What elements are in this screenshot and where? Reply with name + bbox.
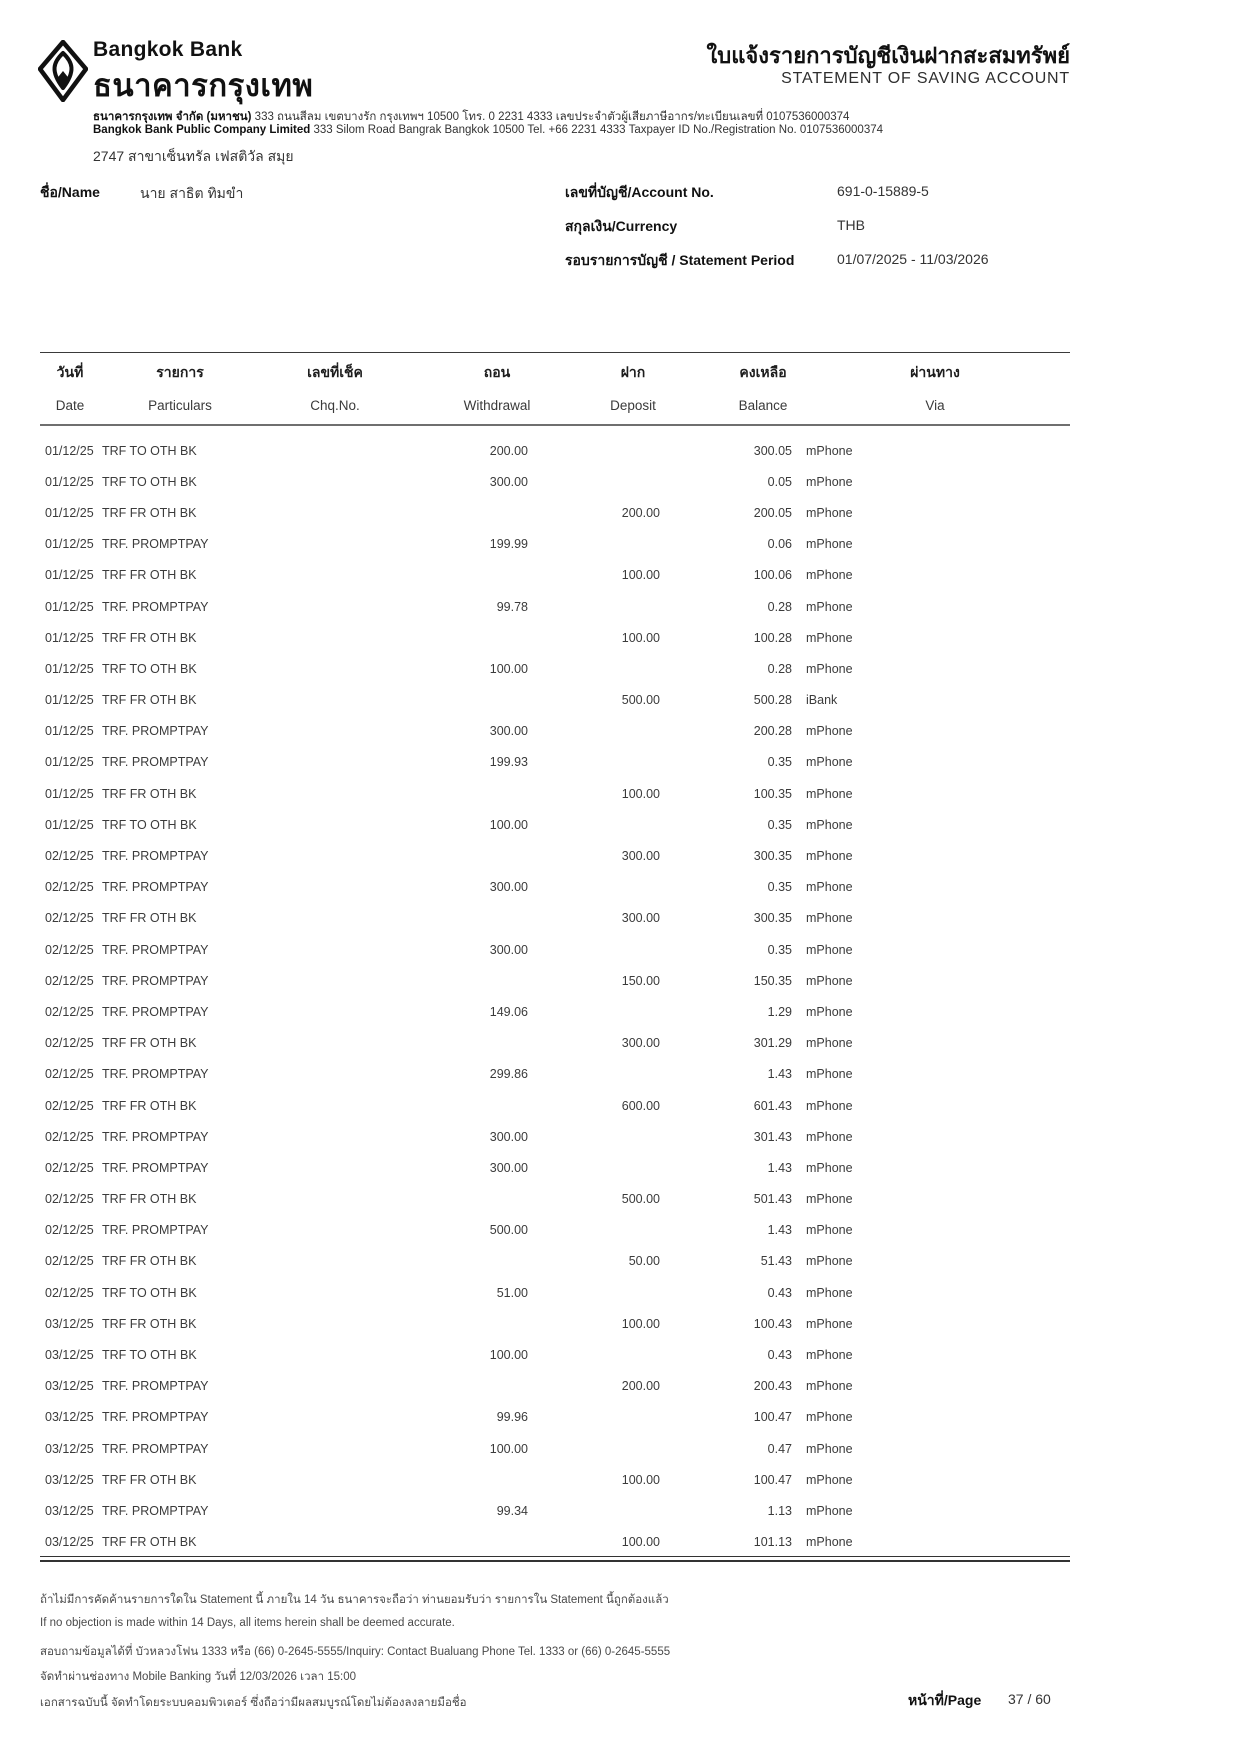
- table-top-rule: [40, 352, 1070, 353]
- cell-date: 02/12/25: [45, 1223, 94, 1238]
- cell-deposit: 200.00: [621, 1379, 660, 1394]
- cell-balance: 0.47: [767, 1441, 792, 1456]
- cell-via: mPhone: [806, 474, 853, 489]
- table-row: [40, 1402, 1070, 1433]
- cell-date: 03/12/25: [45, 1472, 94, 1487]
- table-row: [40, 747, 1070, 778]
- cell-particulars: TRF TO OTH BK: [102, 443, 197, 458]
- cell-balance: 0.28: [767, 661, 792, 676]
- cell-date: 01/12/25: [45, 661, 94, 676]
- cell-balance: 0.06: [767, 537, 792, 552]
- col-header-via-th: ผ่านทาง: [910, 364, 960, 380]
- footer-generated-via: จัดทำผ่านช่องทาง Mobile Banking วันที่ 12/03/2026 เวลา 15:00: [40, 1671, 357, 1683]
- cell-particulars: TRF FR OTH BK: [102, 786, 197, 801]
- table-row: [40, 965, 1070, 996]
- cell-balance: 100.47: [753, 1472, 792, 1487]
- cell-particulars: TRF. PROMPTPAY: [102, 1160, 209, 1175]
- cell-via: mPhone: [806, 724, 853, 739]
- cell-date: 01/12/25: [45, 599, 94, 614]
- table-row: [40, 1121, 1070, 1152]
- cell-particulars: TRF FR OTH BK: [102, 505, 197, 520]
- cell-balance: 0.35: [767, 817, 792, 832]
- cell-date: 02/12/25: [45, 1285, 94, 1300]
- cell-via: mPhone: [806, 1348, 853, 1363]
- name-value: นาย สาธิต ทิมขำ: [140, 185, 244, 201]
- cell-date: 03/12/25: [45, 1348, 94, 1363]
- cell-particulars: TRF FR OTH BK: [102, 693, 197, 708]
- cell-via: mPhone: [806, 1004, 853, 1019]
- cell-withdrawal: 100.00: [489, 1441, 528, 1456]
- footer-computer-generated-note: เอกสารฉบับนี้ จัดทำโดยระบบคอมพิวเตอร์ ซึ่งถือว่ามีผลสมบูรณ์โดยไม่ต้องลงลายมือชื่อ: [40, 1697, 467, 1709]
- cell-deposit: 100.00: [621, 568, 660, 583]
- cell-particulars: TRF. PROMPTPAY: [102, 1067, 209, 1082]
- bank-address-en-text: 333 Silom Road Bangrak Bangkok 10500 Tel. +66 2231 4333 Taxpayer ID No./Registration No. 0107536000374: [310, 124, 884, 136]
- cell-balance: 301.43: [753, 1129, 792, 1144]
- table-header-rule: [40, 424, 1070, 426]
- table-row: [40, 840, 1070, 871]
- cell-particulars: TRF. PROMPTPAY: [102, 849, 209, 864]
- cell-particulars: TRF. PROMPTPAY: [102, 973, 209, 988]
- cell-particulars: TRF TO OTH BK: [102, 661, 197, 676]
- cell-particulars: TRF FR OTH BK: [102, 1036, 197, 1051]
- cell-deposit: 150.00: [621, 973, 660, 988]
- cell-particulars: TRF. PROMPTPAY: [102, 537, 209, 552]
- col-header-deposit-en: Deposit: [610, 398, 656, 413]
- cell-via: mPhone: [806, 1036, 853, 1051]
- cell-via: mPhone: [806, 1285, 853, 1300]
- table-row: [40, 778, 1070, 809]
- table-row: [40, 591, 1070, 622]
- cell-particulars: TRF. PROMPTPAY: [102, 880, 209, 895]
- table-row: [40, 872, 1070, 903]
- cell-date: 03/12/25: [45, 1410, 94, 1425]
- table-row: [40, 497, 1070, 528]
- cell-balance: 500.28: [753, 693, 792, 708]
- cell-balance: 0.05: [767, 474, 792, 489]
- bank-legal-name-th: ธนาคารกรุงเทพ จำกัด (มหาชน): [93, 111, 252, 123]
- cell-via: mPhone: [806, 880, 853, 895]
- cell-date: 02/12/25: [45, 1129, 94, 1144]
- cell-balance: 501.43: [753, 1192, 792, 1207]
- cell-balance: 100.43: [753, 1316, 792, 1331]
- col-header-withdrawal-en: Withdrawal: [463, 398, 531, 413]
- cell-date: 02/12/25: [45, 1067, 94, 1082]
- statement-period-label: รอบรายการบัญชี / Statement Period: [565, 252, 795, 268]
- cell-balance: 150.35: [753, 973, 792, 988]
- table-row: [40, 1433, 1070, 1464]
- cell-via: mPhone: [806, 443, 853, 458]
- cell-withdrawal: 100.00: [489, 817, 528, 832]
- cell-withdrawal: 500.00: [489, 1223, 528, 1238]
- account-no-label: เลขที่บัญชี/Account No.: [565, 184, 714, 200]
- cell-via: mPhone: [806, 1503, 853, 1518]
- cell-via: mPhone: [806, 942, 853, 957]
- cell-date: 02/12/25: [45, 973, 94, 988]
- cell-particulars: TRF. PROMPTPAY: [102, 1410, 209, 1425]
- cell-particulars: TRF TO OTH BK: [102, 1348, 197, 1363]
- branch-name: 2747 สาขาเซ็นทรัล เฟสติวัล สมุย: [93, 148, 294, 164]
- cell-balance: 601.43: [753, 1098, 792, 1113]
- cell-withdrawal: 99.34: [496, 1503, 528, 1518]
- cell-deposit: 300.00: [621, 1036, 660, 1051]
- cell-balance: 200.05: [753, 505, 792, 520]
- cell-via: mPhone: [806, 755, 853, 770]
- table-row: [40, 685, 1070, 716]
- cell-via: mPhone: [806, 1129, 853, 1144]
- table-row: [40, 435, 1070, 466]
- cell-balance: 100.28: [753, 630, 792, 645]
- cell-particulars: TRF FR OTH BK: [102, 1472, 197, 1487]
- col-header-balance-th: คงเหลือ: [739, 364, 787, 380]
- cell-particulars: TRF FR OTH BK: [102, 630, 197, 645]
- cell-withdrawal: 149.06: [489, 1004, 528, 1019]
- bank-address-en: [93, 124, 883, 136]
- cell-via: mPhone: [806, 630, 853, 645]
- cell-deposit: 100.00: [621, 786, 660, 801]
- cell-withdrawal: 300.00: [489, 474, 528, 489]
- statement-period-value: 01/07/2025 - 11/03/2026: [837, 251, 989, 267]
- cell-balance: 200.43: [753, 1379, 792, 1394]
- cell-via: mPhone: [806, 973, 853, 988]
- table-row: [40, 1308, 1070, 1339]
- table-row: [40, 622, 1070, 653]
- cell-via: mPhone: [806, 505, 853, 520]
- cell-via: mPhone: [806, 1410, 853, 1425]
- cell-particulars: TRF FR OTH BK: [102, 1098, 197, 1113]
- page-number-value: 37 / 60: [1008, 1691, 1051, 1707]
- table-row: [40, 1028, 1070, 1059]
- currency-value: THB: [837, 217, 865, 233]
- cell-via: mPhone: [806, 1192, 853, 1207]
- table-row: [40, 653, 1070, 684]
- cell-date: 01/12/25: [45, 630, 94, 645]
- cell-balance: 101.13: [753, 1535, 792, 1550]
- col-header-balance-en: Balance: [738, 398, 788, 413]
- footer-disclaimer-en: If no objection is made within 14 Days, all items herein shall be deemed accurate.: [40, 1617, 455, 1629]
- cell-withdrawal: 99.96: [496, 1410, 528, 1425]
- cell-via: mPhone: [806, 1160, 853, 1175]
- cell-date: 02/12/25: [45, 849, 94, 864]
- cell-date: 03/12/25: [45, 1503, 94, 1518]
- cell-via: mPhone: [806, 1472, 853, 1487]
- document-title-th: ใบแจ้งรายการบัญชีเงินฝากสะสมทรัพย์: [706, 43, 1070, 68]
- transactions-body: [40, 435, 1070, 1558]
- cell-balance: 0.28: [767, 599, 792, 614]
- table-row: [40, 1495, 1070, 1526]
- cell-date: 02/12/25: [45, 1254, 94, 1269]
- cell-balance: 100.35: [753, 786, 792, 801]
- cell-withdrawal: 300.00: [489, 1160, 528, 1175]
- cell-date: 02/12/25: [45, 1004, 94, 1019]
- cell-via: mPhone: [806, 1316, 853, 1331]
- footer-disclaimer-th: ถ้าไม่มีการคัดค้านรายการใดใน Statement นี้ ภายใน 14 วัน ธนาคารจะถือว่า ท่านยอมรับว่า รายการใน Statement นี้ถูกต้องแล้ว: [40, 1594, 669, 1606]
- cell-date: 02/12/25: [45, 1036, 94, 1051]
- cell-balance: 51.43: [760, 1254, 792, 1269]
- cell-withdrawal: 300.00: [489, 942, 528, 957]
- cell-deposit: 100.00: [621, 630, 660, 645]
- currency-label: สกุลเงิน/Currency: [565, 218, 678, 234]
- table-row: [40, 996, 1070, 1027]
- table-row: [40, 1184, 1070, 1215]
- cell-date: 03/12/25: [45, 1379, 94, 1394]
- cell-date: 02/12/25: [45, 1160, 94, 1175]
- cell-date: 03/12/25: [45, 1441, 94, 1456]
- cell-withdrawal: 99.78: [496, 599, 528, 614]
- cell-particulars: TRF FR OTH BK: [102, 1254, 197, 1269]
- cell-particulars: TRF. PROMPTPAY: [102, 724, 209, 739]
- footer-inquiry: สอบถามข้อมูลได้ที่ บัวหลวงโฟน 1333 หรือ (66) 0-2645-5555/Inquiry: Contact Bualuang Phone Tel. 1333 or (66) 0-2645-5555: [40, 1646, 671, 1658]
- cell-deposit: 300.00: [621, 911, 660, 926]
- document-title-en: STATEMENT OF SAVING ACCOUNT: [781, 70, 1070, 87]
- cell-balance: 1.43: [767, 1223, 792, 1238]
- cell-deposit: 50.00: [628, 1254, 660, 1269]
- cell-via: mPhone: [806, 849, 853, 864]
- cell-via: mPhone: [806, 1254, 853, 1269]
- cell-date: 02/12/25: [45, 942, 94, 957]
- cell-via: mPhone: [806, 1535, 853, 1550]
- cell-particulars: TRF. PROMPTPAY: [102, 1223, 209, 1238]
- table-row: [40, 1339, 1070, 1370]
- cell-balance: 300.35: [753, 849, 792, 864]
- cell-withdrawal: 300.00: [489, 724, 528, 739]
- table-row: [40, 1246, 1070, 1277]
- cell-date: 02/12/25: [45, 911, 94, 926]
- cell-date: 01/12/25: [45, 537, 94, 552]
- cell-via: mPhone: [806, 599, 853, 614]
- table-row: [40, 1277, 1070, 1308]
- cell-particulars: TRF. PROMPTPAY: [102, 1441, 209, 1456]
- col-header-particulars-th: รายการ: [156, 364, 204, 380]
- cell-deposit: 600.00: [621, 1098, 660, 1113]
- cell-deposit: 500.00: [621, 693, 660, 708]
- cell-via: mPhone: [806, 1223, 853, 1238]
- page-number-label: หน้าที่/Page: [908, 1692, 982, 1708]
- cell-particulars: TRF TO OTH BK: [102, 474, 197, 489]
- cell-date: 01/12/25: [45, 786, 94, 801]
- cell-date: 03/12/25: [45, 1316, 94, 1331]
- cell-balance: 0.43: [767, 1348, 792, 1363]
- cell-particulars: TRF. PROMPTPAY: [102, 942, 209, 957]
- col-header-withdrawal-th: ถอน: [483, 364, 511, 380]
- cell-balance: 301.29: [753, 1036, 792, 1051]
- table-row: [40, 1464, 1070, 1495]
- cell-balance: 1.43: [767, 1067, 792, 1082]
- bank-name-th: ธนาคารกรุงเทพ: [93, 68, 314, 103]
- cell-particulars: TRF. PROMPTPAY: [102, 1004, 209, 1019]
- cell-balance: 100.47: [753, 1410, 792, 1425]
- col-header-particulars-en: Particulars: [148, 398, 212, 413]
- cell-withdrawal: 300.00: [489, 1129, 528, 1144]
- cell-withdrawal: 51.00: [496, 1285, 528, 1300]
- cell-withdrawal: 199.99: [489, 537, 528, 552]
- bank-address-th-text: 333 ถนนสีลม เขตบางรัก กรุงเทพฯ 10500 โทร. 0 2231 4333 เลขประจำตัวผู้เสียภาษีอากร/ทะเบียนเลขที่ 0107536000374: [251, 111, 850, 123]
- cell-date: 01/12/25: [45, 568, 94, 583]
- cell-balance: 200.28: [753, 724, 792, 739]
- col-header-date-en: Date: [55, 398, 85, 413]
- cell-via: mPhone: [806, 786, 853, 801]
- cell-particulars: TRF. PROMPTPAY: [102, 755, 209, 770]
- cell-date: 02/12/25: [45, 1192, 94, 1207]
- table-row: [40, 529, 1070, 560]
- name-label: ชื่อ/Name: [40, 184, 100, 200]
- cell-date: 03/12/25: [45, 1535, 94, 1550]
- table-row: [40, 1371, 1070, 1402]
- col-header-deposit-th: ฝาก: [620, 364, 646, 380]
- cell-particulars: TRF FR OTH BK: [102, 911, 197, 926]
- cell-balance: 0.35: [767, 880, 792, 895]
- cell-date: 01/12/25: [45, 474, 94, 489]
- cell-date: 01/12/25: [45, 817, 94, 832]
- cell-via: mPhone: [806, 568, 853, 583]
- bank-name-en: Bangkok Bank: [93, 38, 243, 61]
- cell-particulars: TRF. PROMPTPAY: [102, 1503, 209, 1518]
- account-no-value: 691-0-15889-5: [837, 183, 929, 199]
- table-row: [40, 903, 1070, 934]
- table-row: [40, 1152, 1070, 1183]
- cell-date: 01/12/25: [45, 443, 94, 458]
- cell-via: mPhone: [806, 817, 853, 832]
- cell-via: mPhone: [806, 911, 853, 926]
- cell-via: mPhone: [806, 537, 853, 552]
- table-row: [40, 716, 1070, 747]
- cell-deposit: 100.00: [621, 1316, 660, 1331]
- cell-particulars: TRF TO OTH BK: [102, 817, 197, 832]
- cell-particulars: TRF. PROMPTPAY: [102, 1379, 209, 1394]
- cell-via: iBank: [806, 693, 838, 708]
- cell-via: mPhone: [806, 1379, 853, 1394]
- cell-balance: 1.43: [767, 1160, 792, 1175]
- bangkok-bank-lotus-icon: [38, 40, 88, 102]
- cell-deposit: 500.00: [621, 1192, 660, 1207]
- cell-particulars: TRF FR OTH BK: [102, 1316, 197, 1331]
- cell-withdrawal: 100.00: [489, 661, 528, 676]
- cell-via: mPhone: [806, 661, 853, 676]
- cell-deposit: 100.00: [621, 1472, 660, 1487]
- cell-particulars: TRF TO OTH BK: [102, 1285, 197, 1300]
- table-row: [40, 809, 1070, 840]
- col-header-date-th: วันที่: [56, 364, 84, 380]
- cell-date: 02/12/25: [45, 1098, 94, 1113]
- cell-balance: 300.05: [753, 443, 792, 458]
- bank-legal-name-en: Bangkok Bank Public Company Limited: [93, 124, 311, 136]
- cell-balance: 1.13: [767, 1503, 792, 1518]
- cell-deposit: 100.00: [621, 1535, 660, 1550]
- cell-withdrawal: 200.00: [489, 443, 528, 458]
- cell-particulars: TRF. PROMPTPAY: [102, 599, 209, 614]
- cell-deposit: 300.00: [621, 849, 660, 864]
- col-header-chqno-en: Chq.No.: [310, 398, 360, 413]
- cell-via: mPhone: [806, 1441, 853, 1456]
- cell-withdrawal: 300.00: [489, 880, 528, 895]
- cell-particulars: TRF FR OTH BK: [102, 1535, 197, 1550]
- table-row: [40, 1059, 1070, 1090]
- cell-balance: 0.43: [767, 1285, 792, 1300]
- cell-balance: 1.29: [767, 1004, 792, 1019]
- cell-date: 01/12/25: [45, 755, 94, 770]
- cell-withdrawal: 299.86: [489, 1067, 528, 1082]
- cell-balance: 0.35: [767, 755, 792, 770]
- cell-withdrawal: 100.00: [489, 1348, 528, 1363]
- cell-deposit: 200.00: [621, 505, 660, 520]
- col-header-chqno-th: เลขที่เช็ค: [307, 364, 363, 380]
- cell-via: mPhone: [806, 1098, 853, 1113]
- table-row: [40, 466, 1070, 497]
- cell-particulars: TRF FR OTH BK: [102, 568, 197, 583]
- table-row: [40, 560, 1070, 591]
- table-row: [40, 1215, 1070, 1246]
- col-header-via-en: Via: [925, 398, 945, 413]
- cell-date: 01/12/25: [45, 505, 94, 520]
- table-row: [40, 1527, 1070, 1558]
- cell-particulars: TRF. PROMPTPAY: [102, 1129, 209, 1144]
- table-row: [40, 1090, 1070, 1121]
- cell-particulars: TRF FR OTH BK: [102, 1192, 197, 1207]
- cell-balance: 300.35: [753, 911, 792, 926]
- cell-date: 01/12/25: [45, 724, 94, 739]
- table-row: [40, 934, 1070, 965]
- cell-date: 02/12/25: [45, 880, 94, 895]
- cell-balance: 0.35: [767, 942, 792, 957]
- cell-via: mPhone: [806, 1067, 853, 1082]
- cell-balance: 100.06: [753, 568, 792, 583]
- cell-date: 01/12/25: [45, 693, 94, 708]
- cell-withdrawal: 199.93: [489, 755, 528, 770]
